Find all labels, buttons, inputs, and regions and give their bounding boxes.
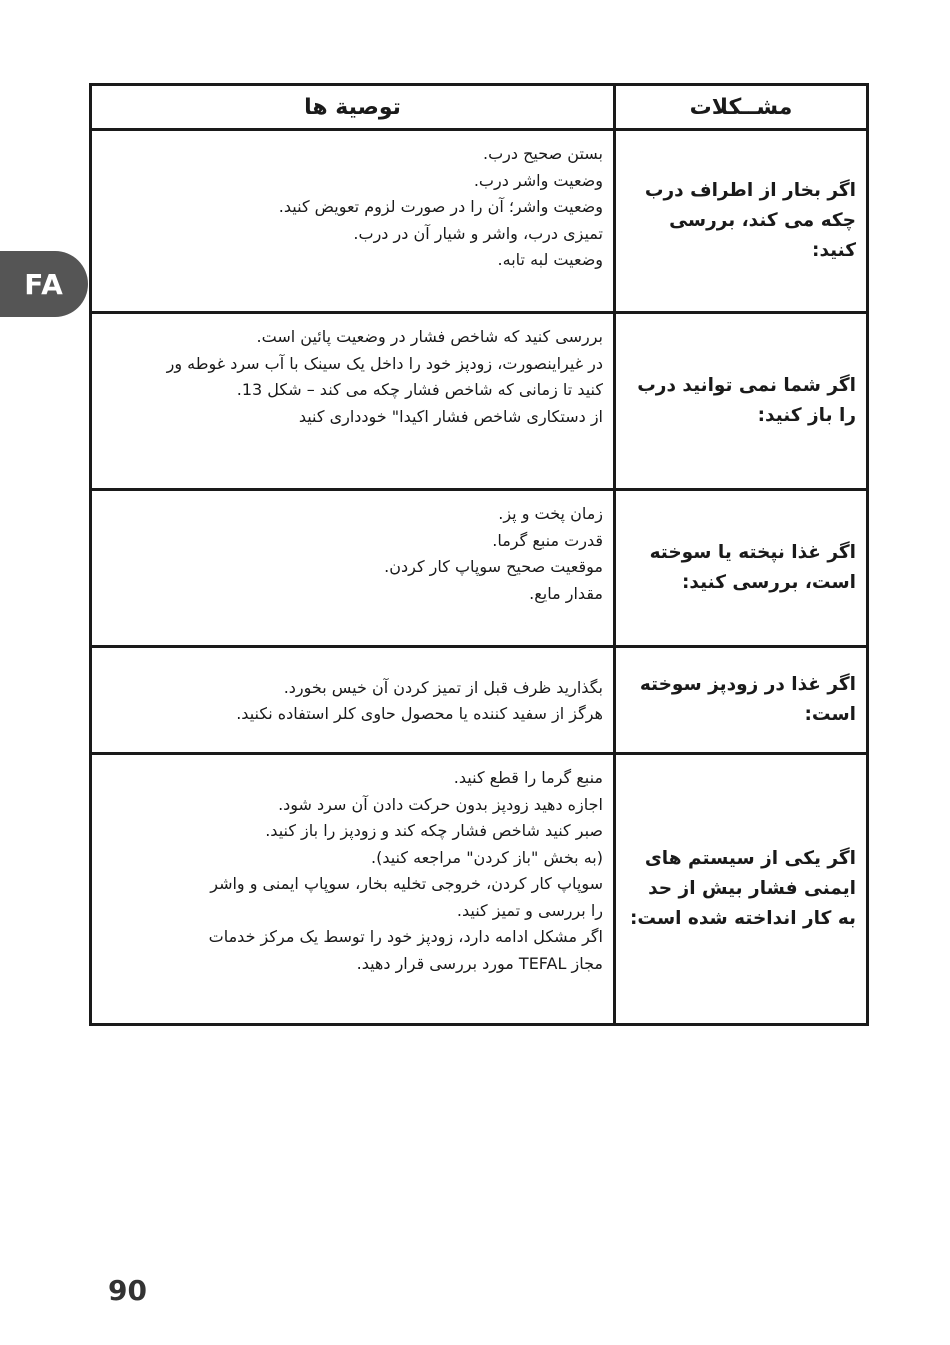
tips-cell <box>91 130 615 313</box>
tip-line: موقعیت صحیح سوپاپ کار کردن. <box>384 557 603 576</box>
problem-cell <box>615 490 868 647</box>
tip-line: مقدار مایع. <box>529 583 603 603</box>
problem-line: است، بررسی کنید: <box>682 572 856 593</box>
tip-line: تمیزی درب، واشر و شیار آن در درب. <box>353 223 603 243</box>
tips-cell <box>91 754 615 1025</box>
page-number: 90 <box>108 1274 147 1307</box>
tip-line: اجازه دهید زودپز بدون حرکت دادن آن سرد شود. <box>278 794 603 814</box>
tip-line: را بررسی و تمیز کنید. <box>456 900 603 920</box>
tip-line: بررسی کنید که شاخص فشار در وضعیت پائین است. <box>256 327 603 346</box>
tip-line: وضعیت واشر؛ آن را در صورت لزوم تعویض کنید. <box>278 197 603 216</box>
tips-cell <box>91 647 615 754</box>
troubleshooting-table <box>89 83 869 1026</box>
language-tab: FA <box>0 251 88 317</box>
header-problems: مشــکلات <box>615 85 868 130</box>
table-row <box>91 647 868 754</box>
tip-line: کنید تا زمانی که شاخص فشار چکه می کند – شکل 13. <box>236 380 603 399</box>
problem-line: اگر یکی از سیستم های <box>644 848 856 869</box>
problem-cell <box>615 313 868 490</box>
tips-cell <box>91 490 615 647</box>
tip-line: بستن صحیح درب. <box>483 144 603 163</box>
tip-line: وضعیت واشر درب. <box>473 170 603 190</box>
tip-line: سوپاپ کار کردن، خروجی تخلیه بخار، سوپاپ ایمنی و واشر <box>210 874 603 893</box>
tip-line: (به بخش "باز کردن" مراجعه کنید). <box>370 847 603 867</box>
tip-line: در غیراینصورت، زودپز خود را داخل یک سینک با آب سرد غوطه ور <box>166 353 603 373</box>
table-row <box>91 313 868 490</box>
tip-line: وضعیت لبه تابه. <box>497 250 603 269</box>
tip-line: منبع گرما را قطع کنید. <box>453 768 603 787</box>
tip-line: صبر کنید شاخص فشار چکه کند و زودپز را باز کنید. <box>265 821 603 840</box>
tips-cell <box>91 313 615 490</box>
table-header-row <box>91 85 868 130</box>
problem-line: اگر بخار از اطراف درب <box>644 180 856 201</box>
table-row <box>91 754 868 1025</box>
tip-line: هرگز از سفید کننده یا محصول حاوی کلر استفاده نکنید. <box>236 704 603 723</box>
problem-line: ایمنی فشار بیش از حد <box>648 878 856 899</box>
problem-line: را باز کنید: <box>757 405 856 426</box>
problem-cell <box>615 130 868 313</box>
table-row <box>91 490 868 647</box>
problem-cell <box>615 647 868 754</box>
tip-line: زمان پخت و پز. <box>498 504 603 523</box>
problem-line: است: <box>804 704 856 725</box>
tip-line: اگر مشکل ادامه دارد، زودپز خود را توسط یک مرکز خدمات <box>208 927 603 946</box>
problem-line: کنید: <box>812 240 856 261</box>
tip-line: بگذارید ظرف قبل از تمیز کردن آن خیس بخورد. <box>283 677 603 697</box>
problem-line: چکه می کند، بررسی <box>669 210 856 231</box>
table-row <box>91 130 868 313</box>
tip-line: مجاز TEFAL مورد بررسی قرار دهید. <box>356 953 603 973</box>
problem-line: اگر غذا در زودپز سوخته <box>639 674 856 695</box>
tip-line: از دستکاری شاخص فشار اکیدا" خودداری کنید <box>298 406 603 426</box>
tip-line: قدرت منبع گرما. <box>492 530 603 550</box>
problem-line: اگر شما نمی توانید درب <box>637 375 856 396</box>
problem-line: به کار انداخته شده است: <box>629 908 856 929</box>
problem-line: اگر غذا نپخته یا سوخته <box>649 542 856 563</box>
header-tips: توصیة ها <box>91 85 615 130</box>
problem-cell <box>615 754 868 1025</box>
